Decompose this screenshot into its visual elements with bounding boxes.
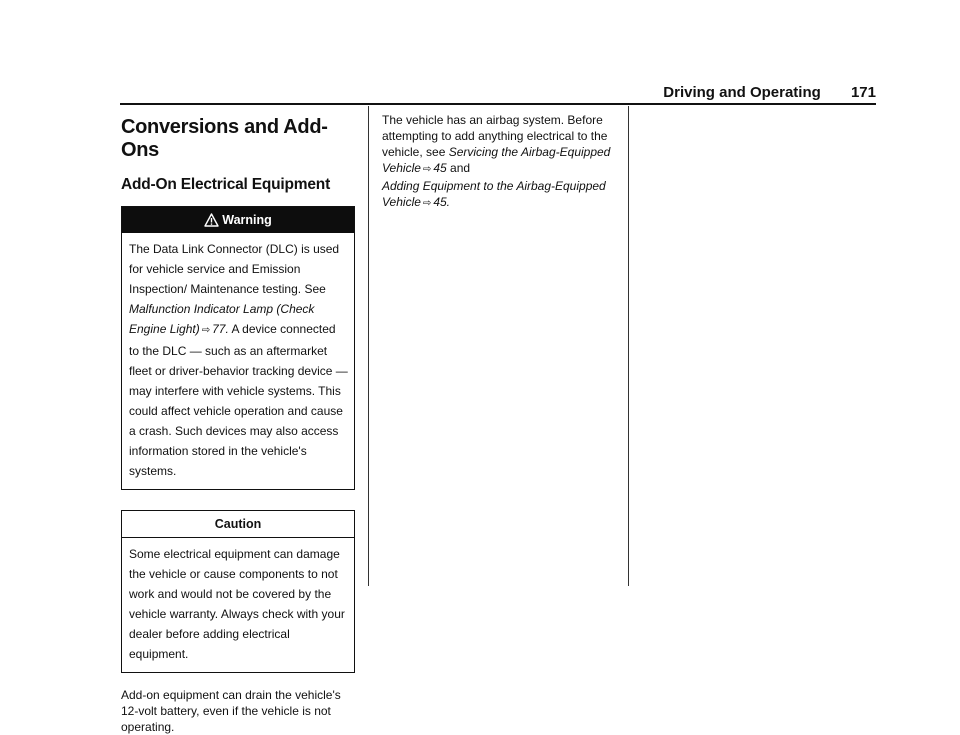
page-reference-arrow-icon: ⇨ (422, 164, 432, 175)
caution-header: Caution (122, 511, 354, 538)
right-column (382, 106, 616, 212)
warning-triangle-icon (204, 210, 219, 236)
airbag-paragraph: The vehicle has an airbag system. Before attempting to add anything electrical to the vehicle, see Servicing the Airbag-Equipped Vehicle ⇨ 45 and Adding Equipment to the Airbag-Equipped Vehicle ⇨ 45. (382, 113, 611, 209)
warning-header (122, 207, 354, 233)
warning-title: Warning (222, 213, 272, 227)
warning-box (121, 206, 355, 490)
section-heading: Conversions and Add-Ons (121, 116, 328, 161)
warning-body: The Data Link Connector (DLC) is used for vehicle service and Emission Inspection/ Maintenance testing. See Malfunction Indicator Lamp (Check Engine Light) ⇨ 77. A device connected to the DLC — such as an aftermarket fleet or driver-behavior tracking device — may interfere with vehicle systems. This could affect vehicle operation and cause a crash. Such devices may also access information stored in the vehicle's systems. (129, 242, 348, 478)
airbag-link-2-page[interactable]: 45 (433, 195, 447, 209)
page-reference-arrow-icon: ⇨ (422, 198, 432, 209)
section-title: Driving and Operating (663, 84, 821, 101)
airbag-link-1[interactable]: Servicing the Airbag-Equipped Vehicle (382, 145, 611, 175)
caution-body: Some electrical equipment can damage the vehicle or cause components to not work and would not be covered by the vehicle warranty. Always check with your dealer before adding electrical equipment. (129, 547, 345, 661)
page-reference-arrow-icon: ⇨ (201, 325, 211, 336)
warning-text-1: The Data Link Connector (DLC) is used for vehicle service and Emission Inspection/ Maintenance testing. See (129, 242, 340, 296)
airbag-link-1-page[interactable]: 45 (433, 161, 447, 175)
subsection-heading: Add-On Electrical Equipment (121, 176, 331, 193)
column-divider-left (368, 106, 369, 586)
left-column (121, 106, 355, 735)
airbag-text-1: The vehicle has an airbag system. Before attempting to add anything electrical to the vehicle, see (382, 113, 608, 159)
warning-text-2: A device connected to the DLC — such as an aftermarket fleet or driver-behavior tracking device — may interfere with vehicle systems. This could affect vehicle operation and cause a crash. Such devices may also access information stored in the vehicle's systems. (129, 322, 348, 478)
caution-box (121, 510, 355, 673)
warning-link[interactable]: Malfunction Indicator Lamp (Check Engine Light) (129, 302, 315, 336)
column-divider-right (628, 106, 629, 586)
airbag-text-2: and (450, 161, 471, 175)
header-rule (120, 103, 876, 105)
airbag-link-2[interactable]: Adding Equipment to the Airbag-Equipped Vehicle (382, 179, 606, 209)
page-header (500, 84, 876, 101)
battery-paragraph: Add-on equipment can drain the vehicle's 12-volt battery, even if the vehicle is not operating. (121, 688, 341, 734)
warning-link-page[interactable]: 77 (212, 322, 226, 336)
page-number: 171 (850, 84, 876, 101)
